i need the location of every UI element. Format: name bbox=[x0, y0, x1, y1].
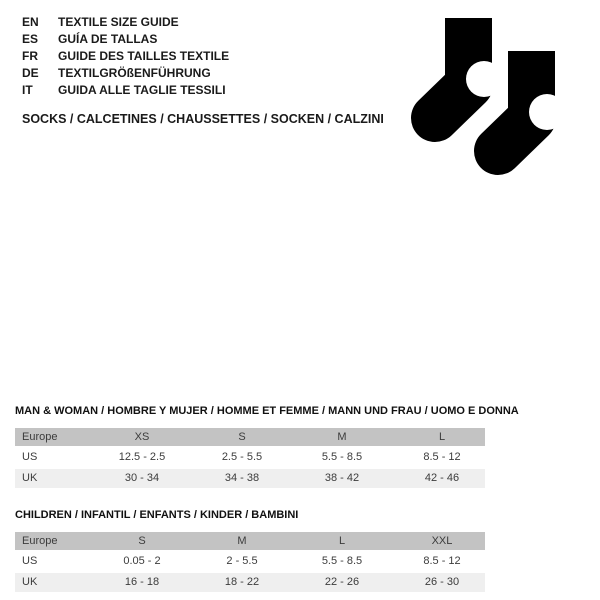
column-header: M bbox=[237, 535, 247, 547]
language-title: GUIDA ALLE TAGLIE TESSILI bbox=[58, 83, 226, 97]
size-table-man-woman bbox=[15, 405, 519, 490]
row-label: UK bbox=[22, 472, 38, 484]
table-title: MAN & WOMAN / HOMBRE Y MUJER / HOMME ET FEMME / MANN UND FRAU / UOMO E DONNA bbox=[15, 405, 519, 417]
column-header: XXL bbox=[431, 535, 453, 547]
sock-heel-cutout bbox=[529, 94, 565, 130]
table-cell: 5.5 - 8.5 bbox=[321, 451, 363, 463]
table-cell: 0.05 - 2 bbox=[123, 555, 161, 567]
language-title: GUÍA DE TALLAS bbox=[58, 32, 158, 46]
language-code: ES bbox=[22, 32, 39, 46]
table-row-us bbox=[15, 552, 485, 571]
table-row-us bbox=[15, 448, 485, 467]
row-label: UK bbox=[22, 576, 38, 588]
table-cell: 2.5 - 5.5 bbox=[221, 451, 263, 463]
table-cell: 16 - 18 bbox=[124, 576, 160, 588]
table-header-row bbox=[15, 532, 485, 550]
column-header: Europe bbox=[22, 431, 58, 443]
table-cell: 22 - 26 bbox=[324, 576, 360, 588]
table-row-uk bbox=[15, 469, 485, 488]
column-header: XS bbox=[134, 431, 150, 443]
sock-left-shape bbox=[435, 18, 502, 118]
column-header: S bbox=[138, 535, 146, 547]
table-cell: 18 - 22 bbox=[224, 576, 260, 588]
language-row-en bbox=[22, 14, 229, 31]
language-code: FR bbox=[22, 49, 38, 63]
table-cell: 12.5 - 2.5 bbox=[118, 451, 166, 463]
column-header: L bbox=[338, 535, 346, 547]
table-cell: 42 - 46 bbox=[424, 472, 460, 484]
category-line: SOCKS / CALCETINES / CHAUSSETTES / SOCKEN / CALZINI bbox=[22, 112, 384, 126]
table-cell: 2 - 5.5 bbox=[226, 555, 258, 567]
table-cell: 26 - 30 bbox=[424, 576, 460, 588]
sock-right-shape bbox=[498, 51, 565, 151]
row-label: US bbox=[22, 451, 38, 463]
column-header: S bbox=[238, 431, 246, 443]
language-row-it bbox=[22, 82, 229, 99]
language-code: IT bbox=[22, 83, 33, 97]
table-cell: 8.5 - 12 bbox=[423, 555, 461, 567]
column-header: Europe bbox=[22, 535, 58, 547]
column-header: M bbox=[337, 431, 347, 443]
language-title: TEXTILGRÖßENFÜHRUNG bbox=[58, 66, 211, 80]
table-title: CHILDREN / INFANTIL / ENFANTS / KINDER / BAMBINI bbox=[15, 509, 299, 521]
language-title: TEXTILE SIZE GUIDE bbox=[58, 15, 179, 29]
language-list bbox=[22, 14, 229, 99]
language-row-es bbox=[22, 31, 229, 48]
row-label: US bbox=[22, 555, 38, 567]
language-title: GUIDE DES TAILLES TEXTILE bbox=[58, 49, 230, 63]
sock-heel-cutout bbox=[466, 61, 502, 97]
size-table-children bbox=[15, 509, 485, 594]
table-cell: 38 - 42 bbox=[324, 472, 360, 484]
language-row-de bbox=[22, 65, 229, 82]
table-cell: 5.5 - 8.5 bbox=[321, 555, 363, 567]
table-row-uk bbox=[15, 573, 485, 592]
language-row-fr bbox=[22, 48, 229, 65]
table-cell: 34 - 38 bbox=[224, 472, 260, 484]
table-cell: 30 - 34 bbox=[124, 472, 160, 484]
language-code: DE bbox=[22, 66, 39, 80]
table-header-row bbox=[15, 428, 485, 446]
language-code: EN bbox=[22, 15, 39, 29]
socks-icon bbox=[405, 13, 565, 183]
table-cell: 8.5 - 12 bbox=[423, 451, 461, 463]
column-header: L bbox=[438, 431, 446, 443]
